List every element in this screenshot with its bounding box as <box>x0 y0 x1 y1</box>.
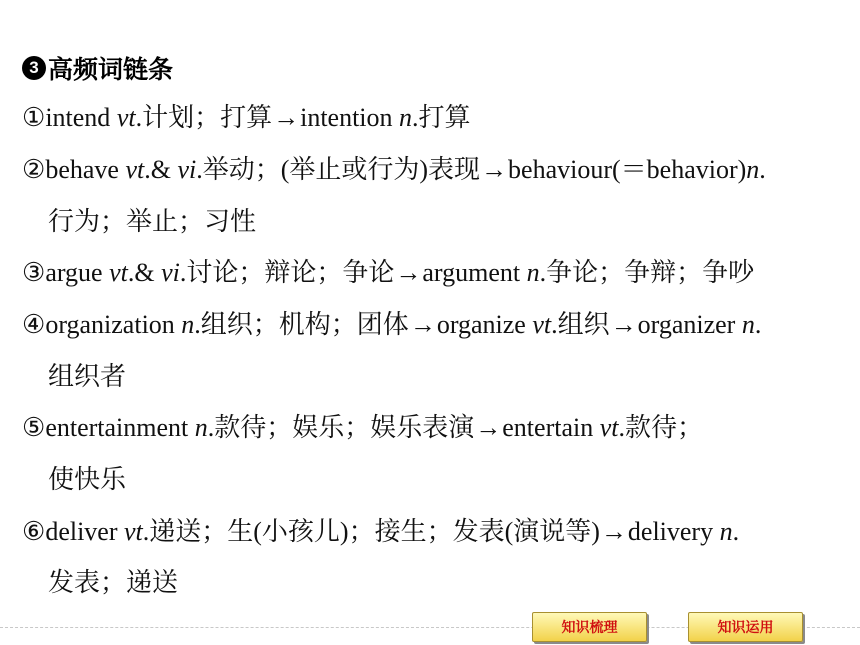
part-of-speech: vt <box>124 517 143 546</box>
part-of-speech: n <box>194 413 208 442</box>
definition: .打算 <box>412 103 471 132</box>
entry-3-line-1 <box>22 253 754 293</box>
entry-number: ① <box>22 103 46 132</box>
part-of-speech: vt <box>116 103 136 132</box>
arrow-right-icon: → <box>395 258 422 287</box>
headword: intend <box>45 103 117 132</box>
headword: deliver <box>45 517 124 546</box>
knowledge-review-button[interactable]: 知识梳理 <box>532 612 647 642</box>
definition: .计划；打算 <box>135 103 273 132</box>
headword: argue <box>45 258 110 287</box>
pos-joiner: .& <box>144 155 178 184</box>
definition: .款待； <box>618 413 703 442</box>
definition: .递送；生(小孩儿)；接生；发表(演说等) <box>142 517 600 546</box>
entry-1-line-1 <box>22 98 471 138</box>
part-of-speech: n <box>719 517 733 546</box>
entry-6-line-1 <box>22 512 739 552</box>
circled-number-3-icon: 3 <box>22 56 46 80</box>
derived-word: intention <box>300 103 400 132</box>
derived-word: delivery <box>627 517 720 546</box>
part-of-speech: n <box>741 310 755 339</box>
part-of-speech: vt <box>532 310 552 339</box>
section-heading <box>22 50 173 86</box>
part-of-speech: vt <box>109 258 128 287</box>
pos-joiner: .& <box>127 258 162 287</box>
headword: organization <box>45 310 182 339</box>
derived-word: organize <box>436 310 533 339</box>
arrow-right-icon: → <box>610 310 637 339</box>
part-of-speech: vi <box>177 155 197 184</box>
part-of-speech: vt <box>125 155 145 184</box>
definition: .举动；(举止或行为)表现 <box>196 155 481 184</box>
definition: .组织；机构；团体 <box>194 310 409 339</box>
definition: . <box>754 310 762 339</box>
derived-word: organizer <box>637 310 742 339</box>
definition: .组织 <box>551 310 610 339</box>
definition: . <box>759 155 766 184</box>
definition: .款待；娱乐；娱乐表演 <box>207 413 475 442</box>
derived-word: entertain <box>502 413 600 442</box>
section-title: 高频词链条 <box>48 55 174 84</box>
arrow-right-icon: → <box>409 310 436 339</box>
entry-6-line-2: 发表；递送 <box>48 568 179 597</box>
part-of-speech: vi <box>161 258 180 287</box>
headword: behave <box>45 155 126 184</box>
entry-number: ④ <box>22 310 46 339</box>
entry-4-line-1 <box>22 305 761 345</box>
entry-5-line-1 <box>22 408 703 448</box>
entry-number: ② <box>22 155 46 184</box>
arrow-right-icon: → <box>475 413 502 442</box>
part-of-speech: vt <box>599 413 619 442</box>
entry-number: ⑤ <box>22 413 46 442</box>
entry-number: ③ <box>22 258 46 287</box>
arrow-right-icon: → <box>481 155 508 184</box>
definition: .讨论；辩论；争论 <box>179 258 395 287</box>
part-of-speech: n <box>181 310 195 339</box>
definition: .争论；争辩；争吵 <box>539 258 755 287</box>
entry-2-line-2: 行为；举止；习性 <box>48 207 257 236</box>
arrow-right-icon: → <box>600 517 627 546</box>
entry-2-line-1 <box>22 150 766 190</box>
derived-word: behaviour(＝behavior) <box>508 155 747 184</box>
entry-5-line-2: 使快乐 <box>48 465 127 494</box>
definition: . <box>732 517 740 546</box>
entry-number: ⑥ <box>22 517 46 546</box>
part-of-speech: n <box>399 103 413 132</box>
knowledge-apply-button[interactable]: 知识运用 <box>688 612 803 642</box>
part-of-speech: n <box>746 155 760 184</box>
headword: entertainment <box>45 413 195 442</box>
arrow-right-icon: → <box>273 103 300 132</box>
part-of-speech: n <box>526 258 540 287</box>
derived-word: argument <box>422 258 527 287</box>
entry-4-line-2: 组织者 <box>48 362 127 391</box>
